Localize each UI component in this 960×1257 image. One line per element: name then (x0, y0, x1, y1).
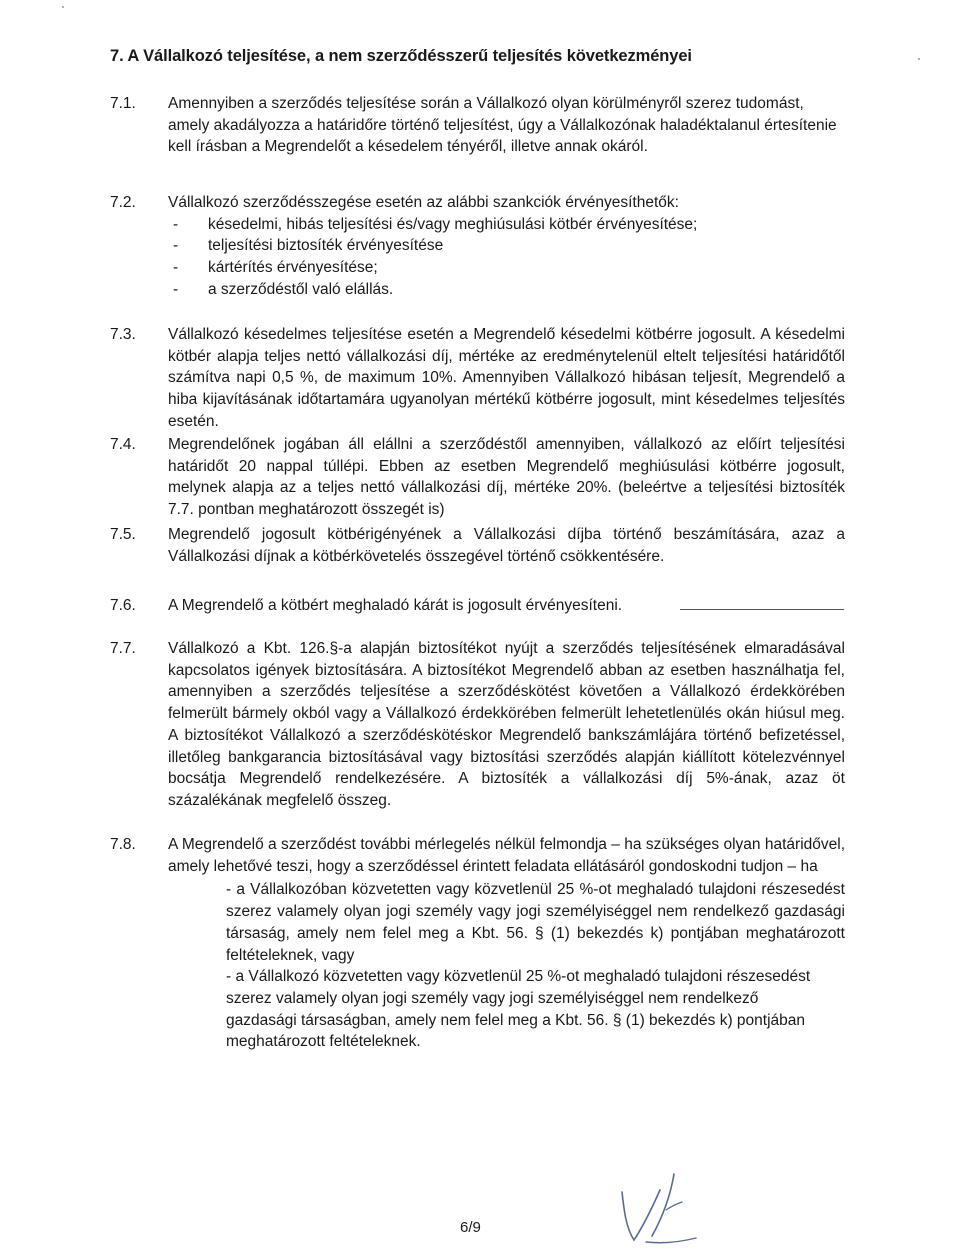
sub-condition-a: - a Vállalkozóban közvetetten vagy közvetlenül 25 %-ot meghaladó tulajdoni részesedést szerez valamely olyan jogi személy vagy jogi személyiséggel nem rendelkező gazdasági társaság, amely nem felel meg a Kbt. 56. § (1) bekezdés k) pontjában meghatározott feltételeknek, vagy (226, 881, 845, 964)
paragraph-7-5 (110, 524, 845, 567)
paragraph-text: Megrendelő jogosult kötbérigényének a Vállalkozási díjba történő beszámítására, azaz a Vállalkozási díjnak a kötbérkövetelés összegével történő csökkentésére. (168, 526, 845, 565)
paragraph-7-2 (110, 192, 845, 301)
paragraph-text: Megrendelőnek jogában áll elállni a szerződéstől amennyiben, vállalkozó az előírt teljesítési határidőt 20 nappal túllépi. Ebben az esetben Megrendelő meghiúsulási kötbérre jogosult, melynek alapja az a teljes nettó vállalkozási díj, mértéke 20%. (beleértve a teljesítési biztosíték 7.7. pontban meghatározott összegét is) (168, 436, 845, 519)
paragraph-number: 7.1. (110, 95, 136, 112)
sanction-list (168, 214, 845, 301)
paragraph-number: 7.4. (110, 436, 136, 453)
paragraph-number: 7.7. (110, 640, 136, 657)
paragraph-text: Amennyiben a szerződés teljesítése során a Vállalkozó olyan körülményről szerez tudomást, amely akadályozza a határidőre történő teljesítést, úgy a Vállalkozónak haladéktalanul értesítenie kell írásban a Megrendelőt a késedelem tényéről, illetve annak okáról. (168, 95, 837, 156)
page-number: 6/9 (460, 1219, 481, 1236)
underline-rule (680, 609, 844, 610)
paragraph-7-1 (110, 93, 845, 158)
paragraph-7-4 (110, 434, 845, 521)
paragraph-7-8 (110, 834, 845, 1053)
paragraph-text: A Megrendelő a kötbért meghaladó kárát is jogosult érvényesíteni. (168, 597, 623, 614)
paragraph-7-7 (110, 638, 845, 812)
list-item: - teljesítési biztosíték érvényesítése (168, 235, 845, 257)
paragraph-number: 7.2. (110, 194, 136, 211)
scan-speck (918, 58, 920, 60)
paragraph-7-3 (110, 324, 845, 433)
paragraph-text: Vállalkozó késedelmes teljesítése esetén a Megrendelő késedelmi kötbérre jogosult. A késedelmi kötbér alapja teljes nettó vállalkozási díj, mértéke az eredménytelenül eltelt teljesítési határidőtől számítva napi 0,5 %, de maximum 10%. Amennyiben Vállalkozó hibásan teljesít, Megrendelő a hiba kijavításának időtartamára ugyanolyan mértékű kötbérre jogosult, mint késedelmes teljesítés esetén. (168, 326, 845, 430)
paragraph-number: 7.5. (110, 526, 136, 543)
paragraph-text: Vállalkozó a Kbt. 126.§-a alapján biztosítékot nyújt a szerződés teljesítésének elmaradásával kapcsolatos igények biztosítására. A biztosítékot Megrendelő abban az esetben használhatja fel, amennyiben a szerződés teljesítése a szerződéskötést követően a Vállalkozó érdekkörében felmerült bármely okból vagy a Vállalkozó érdekkörében felmerült lehetetlenülés okán hiúsul meg. A biztosítékot Vállalkozó a szerződéskötéskor Megrendelő bankszámlájára történő befizetéssel, illetőleg bankgarancia biztosításával vagy biztosítási szerződés alapján kiállított kötelezvénnyel bocsátja Megrendelő rendelkezésére. A biztosíték a vállalkozási díj 5%-ának, azaz öt százalékának megfelelő összeg. (168, 640, 845, 809)
paragraph-number: 7.6. (110, 597, 136, 614)
list-item: - kártérítés érvényesítése; (168, 257, 845, 279)
sub-condition-b: - a Vállalkozó közvetetten vagy közvetlenül 25 %-ot meghaladó tulajdoni részesedést szerez valamely olyan jogi személy vagy jogi személyiséggel nem rendelkező gazdasági társaságban, amely nem felel meg a Kbt. 56. § (1) bekezdés k) pontjában meghatározott feltételeknek. (226, 968, 811, 1051)
sub-conditions (226, 879, 845, 1053)
list-item: - a szerződéstől való elállás. (168, 279, 845, 301)
paragraph-text: A Megrendelő a szerződést további mérlegelés nélkül felmondja – ha szükséges olyan határidővel, amely lehetővé teszi, hogy a szerződéssel érintett feladata ellátásáról gondoskodni tudjon – ha (168, 836, 845, 875)
scan-speck (62, 6, 64, 8)
paragraph-intro: Vállalkozó szerződésszegése esetén az alábbi szankciók érvényesíthetők: (168, 194, 679, 211)
paragraph-number: 7.8. (110, 836, 136, 853)
signature-initials (616, 1170, 706, 1250)
section-heading: 7. A Vállalkozó teljesítése, a nem szerződésszerű teljesítés következményei (110, 47, 692, 65)
paragraph-number: 7.3. (110, 326, 136, 343)
paragraph-7-6 (110, 595, 845, 617)
list-item: - késedelmi, hibás teljesítési és/vagy meghiúsulási kötbér érvényesítése; (168, 214, 845, 236)
